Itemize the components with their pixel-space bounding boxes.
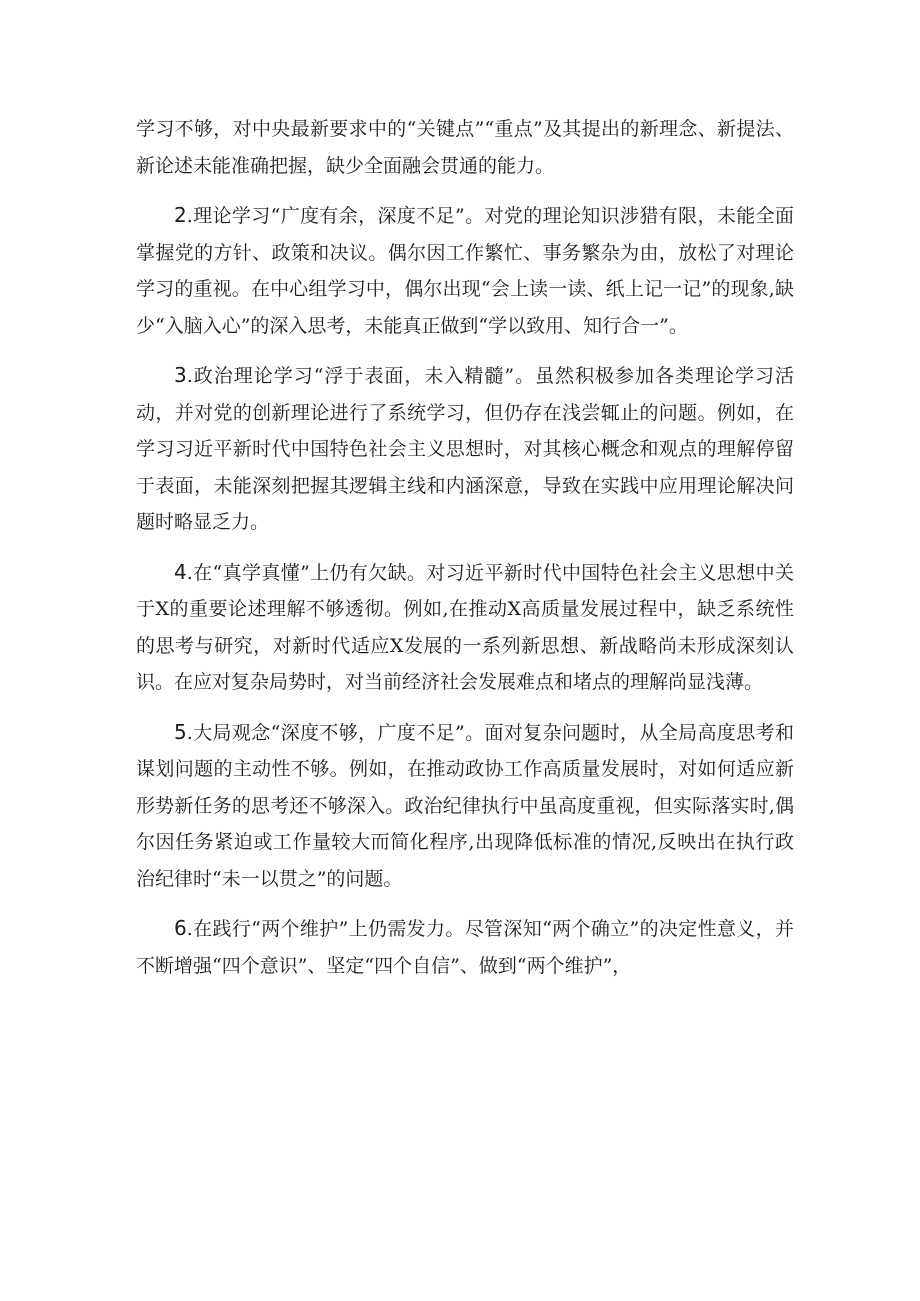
paragraph-text: 学习不够，对中央最新要求中的“关键点”“重点”及其提出的新理念、新提法、新论述未能准确把握，缺少全面融会贯通的能力。 — [136, 118, 794, 177]
paragraph-text: .在践行“两个维护”上仍需发力。尽管深知“两个确立”的决定性意义，并不断增强“四个意识”、坚定“四个自信”、做到“两个维护”， — [136, 918, 794, 977]
paragraph-number: 4 — [174, 559, 187, 584]
paragraph-text: .在“真学真懂”上仍有欠缺。对习近平新时代中国特色社会主义思想中关于X的重要论述理解不够透彻。例如,在推动X高质量发展过程中，缺乏系统性的思考与研究，对新时代适应X发展的一系列新思想、新战略尚未形成深刻认识。在应对复杂局势时，对当前经济社会发展难点和堵点的理解尚显浅薄。 — [136, 561, 794, 693]
paragraph-item-5 — [136, 714, 794, 898]
paragraph-item-4 — [136, 554, 794, 701]
paragraph-number: 2 — [174, 203, 187, 227]
paragraph-item-6 — [136, 910, 794, 984]
paragraph-text: .理论学习“广度有余，深度不足”。对党的理论知识涉猎有限，未能全面掌握党的方针、政策和决议。偶尔因工作繁忙、事务繁杂为由，放松了对理论学习的重视。在中心组学习中，偶尔出现“会上读一读、纸上记一记”的现象,缺少“入脑入心”的深入思考，未能真正做到“学以致用、知行合一”。 — [136, 205, 794, 337]
paragraph-number: 6 — [174, 916, 187, 940]
paragraph-item-2 — [136, 197, 794, 344]
paragraph-text: .大局观念“深度不够，广度不足”。面对复杂问题时，从全局高度思考和谋划问题的主动性不够。例如，在推动政协工作高质量发展时，对如何适应新形势新任务的思考还不够深入。政治纪律执行中虽高度重视，但实际落实时,偶尔因任务紧迫或工作量较大而简化程序,出现降低标准的情况,反映出在执行政治纪律时“未一以贯之”的问题。 — [136, 721, 794, 890]
document-body — [136, 110, 794, 997]
paragraph-number: 5 — [174, 719, 187, 744]
paragraph-text: .政治理论学习“浮于表面，未入精髓”。虽然积极参加各类理论学习活动，并对党的创新理论进行了系统学习，但仍存在浅尝辄止的问题。例如，在学习习近平新时代中国特色社会主义思想时，对其核心概念和观点的理解停留于表面，未能深刻把握其逻辑主线和内涵深意，导致在实践中应用理论解决问题时略显乏力。 — [136, 365, 794, 533]
paragraph-number: 3 — [174, 363, 187, 387]
paragraph-continuation — [136, 110, 794, 184]
paragraph-item-3 — [136, 357, 794, 541]
